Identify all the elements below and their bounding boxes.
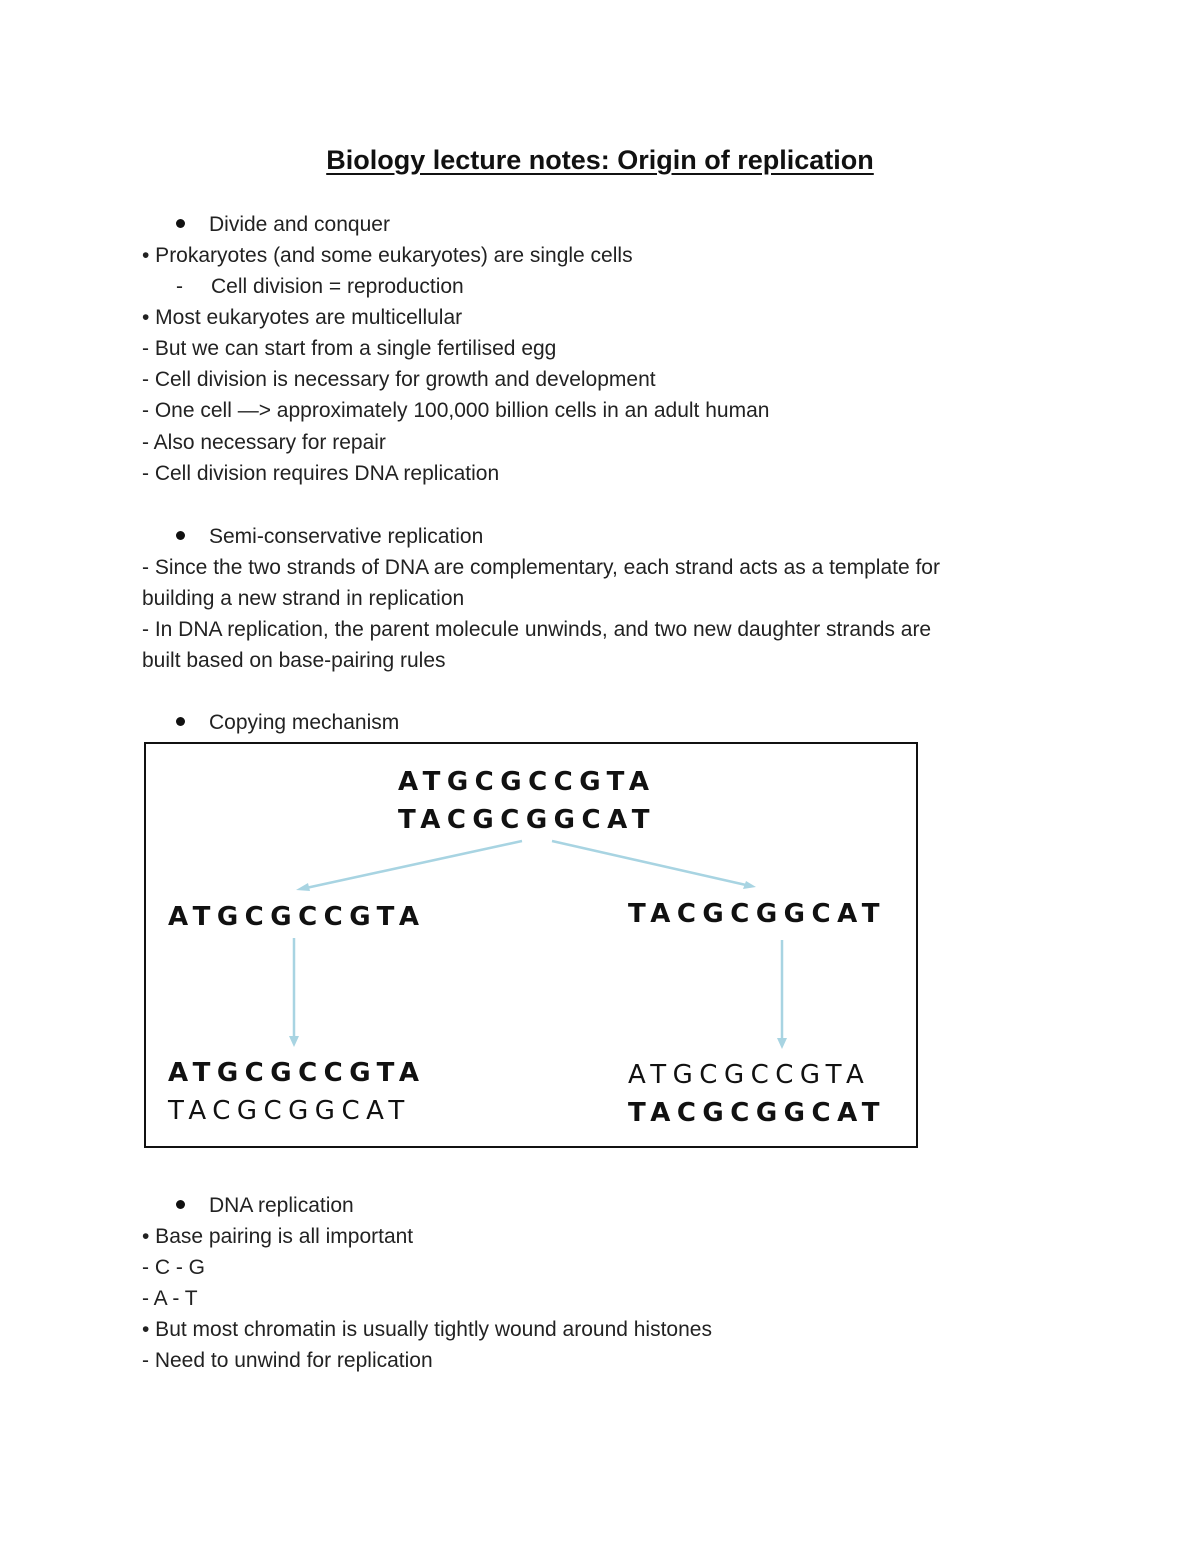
bullet-heading-dna-replication bbox=[176, 1192, 354, 1220]
arrow-parent-to-left bbox=[296, 841, 522, 891]
note-line: building a new strand in replication bbox=[142, 587, 465, 610]
bullet-dot-icon bbox=[176, 219, 185, 228]
bullet-dot-icon bbox=[176, 531, 185, 540]
note-line: - Cell division is necessary for growth and development bbox=[142, 368, 656, 391]
bullet-dot-icon bbox=[176, 717, 185, 726]
note-line: - A - T bbox=[142, 1287, 198, 1310]
right-result-old-strand: TACGCGGCAT bbox=[628, 1098, 886, 1128]
right-template-strand: TACGCGGCAT bbox=[628, 899, 886, 929]
section-heading: Copying mechanism bbox=[209, 711, 400, 734]
dash-mark: - bbox=[176, 275, 183, 298]
section-heading: Semi-conservative replication bbox=[209, 525, 484, 548]
note-line: - Also necessary for repair bbox=[142, 431, 386, 454]
arrow-right-down bbox=[777, 940, 787, 1049]
arrow-left-down bbox=[289, 938, 299, 1047]
note-line: - Need to unwind for replication bbox=[142, 1349, 433, 1372]
note-line: - Since the two strands of DNA are complementary, each strand acts as a template for bbox=[142, 556, 940, 579]
replication-diagram bbox=[144, 742, 918, 1148]
left-result-new-strand: TACGCGGCAT bbox=[168, 1096, 411, 1126]
left-result-old-strand: ATGCGCCGTA bbox=[168, 1058, 426, 1088]
right-result-new-strand: ATGCGCCGTA bbox=[628, 1060, 871, 1090]
page-title: Biology lecture notes: Origin of replication bbox=[326, 145, 874, 175]
note-line: - One cell —> approximately 100,000 billion cells in an adult human bbox=[142, 399, 770, 422]
note-line: - Cell division requires DNA replication bbox=[142, 462, 500, 485]
parent-strand-bottom: TACGCGGCAT bbox=[398, 805, 656, 835]
note-line: • Prokaryotes (and some eukaryotes) are single cells bbox=[142, 244, 633, 267]
note-line: - But we can start from a single fertilised egg bbox=[142, 337, 557, 360]
note-line: built based on base-pairing rules bbox=[142, 649, 446, 672]
bullet-dot-icon bbox=[176, 1200, 185, 1209]
note-line: • But most chromatin is usually tightly wound around histones bbox=[142, 1318, 712, 1341]
note-line: - In DNA replication, the parent molecule unwinds, and two new daughter strands are bbox=[142, 618, 932, 641]
bullet-heading-divide-and-conquer bbox=[176, 211, 390, 239]
section-heading: DNA replication bbox=[209, 1194, 354, 1217]
note-line: • Base pairing is all important bbox=[142, 1225, 414, 1248]
bullet-heading-semi-conservative bbox=[176, 523, 483, 551]
parent-strand-top: ATGCGCCGTA bbox=[398, 767, 656, 797]
note-subline-text: Cell division = reproduction bbox=[211, 275, 464, 298]
arrow-parent-to-right bbox=[552, 841, 756, 889]
left-template-strand: ATGCGCCGTA bbox=[168, 902, 426, 932]
bullet-heading-copying-mechanism bbox=[176, 709, 399, 737]
note-subline bbox=[176, 273, 464, 301]
note-line: - C - G bbox=[142, 1256, 205, 1279]
section-heading: Divide and conquer bbox=[209, 213, 390, 236]
note-line: • Most eukaryotes are multicellular bbox=[142, 306, 463, 329]
